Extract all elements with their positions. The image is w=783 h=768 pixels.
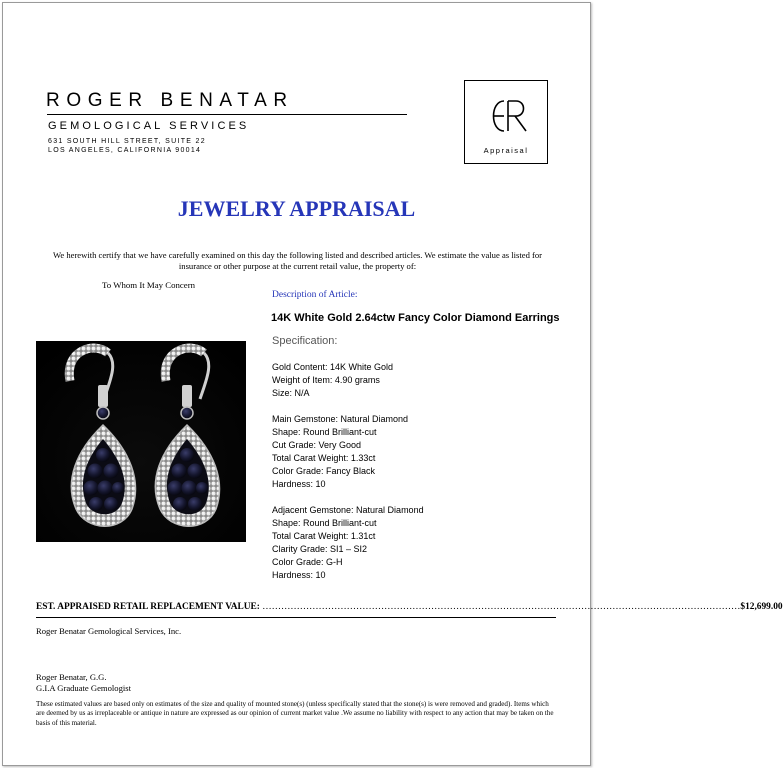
- logo-label: Appraisal: [483, 146, 529, 155]
- br-monogram-icon: [484, 98, 530, 134]
- company-name: ROGER BENATAR: [46, 90, 294, 111]
- spec-line: Cut Grade: Very Good: [272, 440, 362, 451]
- company-subtitle: GEMOLOGICAL SERVICES: [48, 120, 250, 132]
- spec-line: Hardness: 10: [272, 479, 326, 490]
- description-label: Description of Article:: [272, 290, 358, 300]
- spec-line: Adjacent Gemstone: Natural Diamond: [272, 505, 424, 515]
- value-rule: [36, 617, 556, 618]
- appraised-value-line: [36, 602, 783, 612]
- spec-line: Shape: Round Brilliant-cut: [272, 427, 377, 438]
- spec-line: Clarity Grade: SI1 – SI2: [272, 544, 368, 555]
- address-line-1: 631 SOUTH HILL STREET, SUITE 22: [48, 138, 206, 145]
- spec-line: Shape: Round Brilliant-cut: [272, 518, 377, 529]
- spec-line: Gold Content: 14K White Gold: [272, 362, 394, 372]
- company-line: Roger Benatar Gemological Services, Inc.: [36, 626, 182, 636]
- item-title: 14K White Gold 2.64ctw Fancy Color Diamond Earrings: [271, 312, 560, 324]
- spec-group-metal: [272, 361, 393, 400]
- spec-line: Main Gemstone: Natural Diamond: [272, 414, 409, 424]
- spec-line: Hardness: 10: [272, 570, 326, 581]
- spec-line: Size: N/A: [272, 388, 310, 399]
- spec-line: Total Carat Weight: 1.31ct: [272, 531, 376, 542]
- signer-title: G.I.A Graduate Gemologist: [36, 683, 131, 693]
- appraisal-logo: [464, 80, 548, 164]
- spec-line: Color Grade: G-H: [272, 557, 343, 568]
- diamond-earrings-icon: [36, 341, 246, 542]
- value-amount: $12,699.00: [740, 602, 783, 612]
- signer-name: Roger Benatar, G.G.: [36, 672, 107, 682]
- value-label: EST. APPRAISED RETAIL REPLACEMENT VALUE:: [36, 602, 260, 612]
- recipient: To Whom It May Concern: [102, 280, 196, 290]
- spec-line: Color Grade: Fancy Black: [272, 466, 376, 477]
- header-rule: [47, 114, 407, 115]
- spec-group-adjacent-gem: [272, 504, 424, 583]
- value-leader: ………………………………………………………………………………………………………………………………………: [262, 602, 741, 612]
- spec-group-main-gem: [272, 413, 408, 492]
- certification-text: We herewith certify that we have carefully examined on this day the following listed and described articles. We estimate the value as listed for insurance or other purpose at the current retail value, the property of:: [52, 250, 543, 271]
- spec-line: Total Carat Weight: 1.33ct: [272, 453, 376, 464]
- spec-line: Weight of Item: 4.90 grams: [272, 375, 380, 386]
- page-title: JEWELRY APPRAISAL: [177, 196, 416, 221]
- earrings-photo: [36, 341, 246, 542]
- disclaimer: These estimated values are based only on estimates of the size and quality of mounted stone(s) (unless specifically stated that the stone(s) is were removed and graded). Items which are deemed by us as irreplaceable or antique in nature are expressed as our opinion of current market value .We assume no liability with respect to any action that may be taken on the basis of this material.: [36, 700, 554, 727]
- address-line-2: LOS ANGELES, CALIFORNIA 90014: [48, 147, 202, 154]
- specification-label: Specification:: [272, 335, 338, 347]
